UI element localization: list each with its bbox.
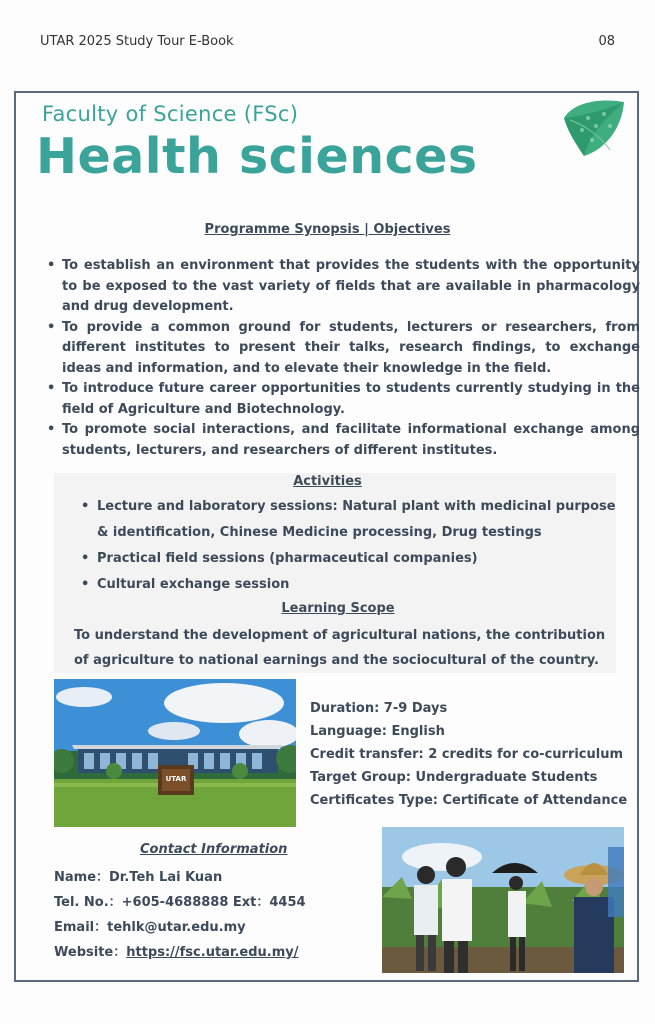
contact-info	[54, 865, 306, 965]
leaf-icon	[560, 96, 630, 162]
objective-item: • To establish an environment that provides the students with the opportunity to be exposed to the vast variety of fields that are available in pharmacology and drug development.	[62, 256, 640, 318]
contact-name: Dr.Teh Lai Kuan	[109, 870, 223, 885]
objective-item: • To introduce future career opportunities to students currently studying in the field of Agriculture and Biotechnology.	[62, 379, 640, 420]
email-label: Email：	[54, 920, 108, 935]
website-label: Website：	[54, 945, 127, 960]
objective-item: • To promote social interactions, and facilitate informational exchange among students, lecturers, and researchers of different institutes.	[62, 420, 640, 461]
language: Language: English	[310, 724, 445, 739]
campus-photo	[54, 679, 296, 827]
contact-email: tehlk@utar.edu.my	[107, 920, 246, 935]
programme-details	[310, 697, 627, 812]
contact-heading: Contact Information	[140, 842, 288, 857]
objectives-list	[46, 256, 640, 461]
website-link[interactable]: https://fsc.utar.edu.my/	[126, 945, 299, 960]
activities-heading: Activities	[293, 474, 362, 489]
credit-transfer: Credit transfer: 2 credits for co-curriculum	[310, 747, 624, 762]
tel-label: Tel. No.：	[54, 895, 122, 910]
learning-scope-text: To understand the development of agricultural nations, the contribution of agriculture to national earnings and the sociocultural of the country.	[74, 628, 606, 668]
objective-item: • To provide a common ground for students, lecturers or researchers, from different institutes to present their talks, research findings, to exchange ideas and information, and to elevate their knowledge in the field.	[62, 318, 640, 380]
contact-website-row	[54, 940, 306, 965]
activities-list	[80, 494, 627, 598]
page-number: 08	[598, 34, 615, 49]
contact-name-row	[54, 865, 306, 890]
certificate-type: Certificates Type: Certificate of Attendance	[310, 793, 628, 808]
programme-title: Health sciences	[36, 128, 478, 185]
contact-tel: +605-4688888 Ext：4454	[121, 895, 306, 910]
learning-scope-heading: Learning Scope	[281, 601, 395, 616]
synopsis-heading: Programme Synopsis | Objectives	[204, 222, 451, 237]
book-title: UTAR 2025 Study Tour E-Book	[40, 34, 234, 49]
activity-item: • Lecture and laboratory sessions: Natural plant with medicinal purpose & identification, Chinese Medicine processing, Drug testings	[97, 494, 627, 546]
field-visit-photo	[382, 827, 624, 973]
name-label: Name：	[54, 870, 110, 885]
activity-item: • Cultural exchange session	[97, 572, 627, 598]
contact-email-row	[54, 915, 306, 940]
target-group: Target Group: Undergraduate Students	[310, 770, 598, 785]
activity-item: • Practical field sessions (pharmaceutical companies)	[97, 546, 627, 572]
contact-tel-row	[54, 890, 306, 915]
campus-sign-text: UTAR	[165, 775, 187, 783]
faculty-name: Faculty of Science (FSc)	[42, 102, 299, 126]
duration: Duration: 7-9 Days	[310, 701, 448, 716]
